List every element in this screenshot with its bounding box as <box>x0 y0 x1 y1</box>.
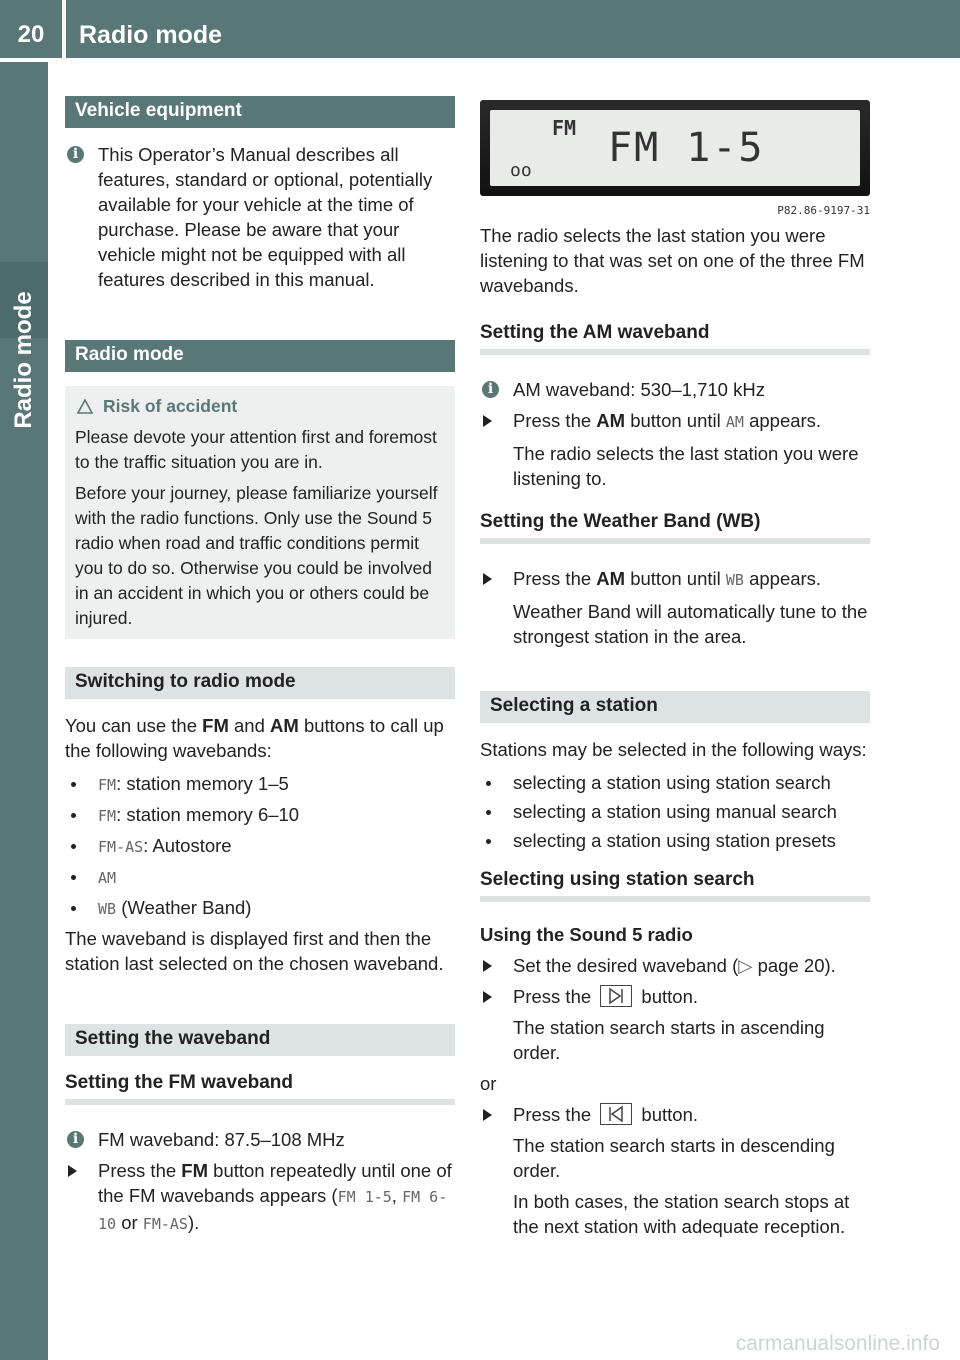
wb-step: Press the AM button until WB appears. <box>480 566 870 593</box>
fm-info: i FM waveband: 87.5–108 MHz <box>65 1127 455 1152</box>
warning-title <box>75 394 443 419</box>
display-waveband: FM 1-5 <box>608 125 765 171</box>
warning-paragraph: Before your journey, please familiarize yourself with the radio functions. Only use the Sound 5 radio when road and traffic conditions permit you to do so. Otherwise you could be involved in an accident in which you or others could be injured. <box>75 483 438 628</box>
search-step-2: Press the button. <box>480 984 870 1009</box>
step-arrow-icon <box>68 1165 77 1177</box>
sidebar <box>0 62 48 1360</box>
list-item: FM: station memory 6–10 <box>65 802 455 829</box>
right-column <box>480 100 870 1245</box>
watermark: carmanualsonline.info <box>735 1332 940 1355</box>
step-arrow-icon <box>483 573 492 585</box>
image-code: P82.86-9197-31 <box>777 204 870 217</box>
am-info: i AM waveband: 530–1,710 kHz <box>480 377 870 402</box>
vehicle-equipment-heading: Vehicle equipment <box>65 96 455 128</box>
am-result: The radio selects the last station you were listening to. <box>513 443 859 489</box>
search-step-1: Set the desired waveband (▷ page 20). <box>480 953 870 978</box>
left-column <box>65 96 455 1243</box>
step-arrow-icon <box>483 415 492 427</box>
list-item: WB (Weather Band) <box>65 895 455 922</box>
info-icon: i <box>67 146 84 163</box>
page-ref-icon: ▷ <box>738 955 753 976</box>
seek-backward-icon <box>600 1103 632 1125</box>
am-waveband-heading: Setting the AM waveband <box>480 320 870 355</box>
display-band-label: FM <box>552 116 577 140</box>
warning-triangle-icon <box>77 399 93 415</box>
sound5-subheading: Using the Sound 5 radio <box>480 924 693 945</box>
switching-heading: Switching to radio mode <box>65 667 455 699</box>
stereo-icon: oo <box>510 160 532 181</box>
header-divider <box>62 0 66 58</box>
list-item: selecting a station using station presets <box>480 828 870 853</box>
list-item: FM: station memory 1–5 <box>65 771 455 798</box>
fm-waveband-heading: Setting the FM waveband <box>65 1070 455 1105</box>
selecting-station-heading: Selecting a station <box>480 691 870 723</box>
step-arrow-icon <box>483 991 492 1003</box>
or-text: or <box>480 1073 497 1094</box>
seek-forward-icon <box>600 985 632 1007</box>
radio-display-image <box>480 100 870 196</box>
radio-mode-heading: Radio mode <box>65 340 455 372</box>
search-final-note: In both cases, the station search stops at the next station with adequate reception. <box>513 1191 850 1237</box>
search-step-3-result: The station search starts in descending order. <box>513 1135 835 1181</box>
sidebar-label: Radio mode <box>10 291 37 429</box>
page-title: Radio mode <box>79 21 223 49</box>
page-number: 20 <box>17 21 45 48</box>
switching-intro: You can use the FM and AM buttons to call up the following wavebands: <box>65 715 444 761</box>
list-item: AM <box>65 864 455 891</box>
list-item: selecting a station using manual search <box>480 799 870 824</box>
am-step: Press the AM button until AM appears. <box>480 408 870 435</box>
vehicle-equipment-note <box>65 142 455 292</box>
step-arrow-icon <box>483 1109 492 1121</box>
setting-waveband-heading: Setting the waveband <box>65 1024 455 1056</box>
wb-result: Weather Band will automatically tune to the strongest station in the area. <box>513 601 868 647</box>
wb-heading: Setting the Weather Band (WB) <box>480 509 870 544</box>
display-caption: The radio selects the last station you were listening to that was set on one of the three FM wavebands. <box>480 225 865 296</box>
switching-outro: The waveband is displayed first and then the station last selected on the chosen waveband. <box>65 928 444 974</box>
warning-title-text: Risk of accident <box>103 396 238 416</box>
info-icon: i <box>67 1131 84 1148</box>
warning-box <box>65 386 455 639</box>
step-arrow-icon <box>483 960 492 972</box>
selecting-intro: Stations may be selected in the following ways: <box>480 739 867 760</box>
list-item: FM-AS: Autostore <box>65 833 455 860</box>
search-step-2-result: The station search starts in ascending order. <box>513 1017 825 1063</box>
search-step-3: Press the button. <box>480 1102 870 1127</box>
warning-paragraph: Please devote your attention first and foremost to the traffic situation you are in. <box>75 427 437 472</box>
vehicle-equipment-text: This Operator’s Manual describes all features, standard or optional, potentially available for your vehicle at the time of purchase. Please be aware that your vehicle might not be equipped with all features described in this manual. <box>98 144 433 290</box>
info-icon: i <box>482 381 499 398</box>
fm-step: Press the FM button repeatedly until one of the FM wavebands appears (FM 1-5, FM 6-10 or FM-AS). <box>65 1158 455 1237</box>
list-item: selecting a station using station search <box>480 770 870 795</box>
station-search-heading: Selecting using station search <box>480 867 870 902</box>
